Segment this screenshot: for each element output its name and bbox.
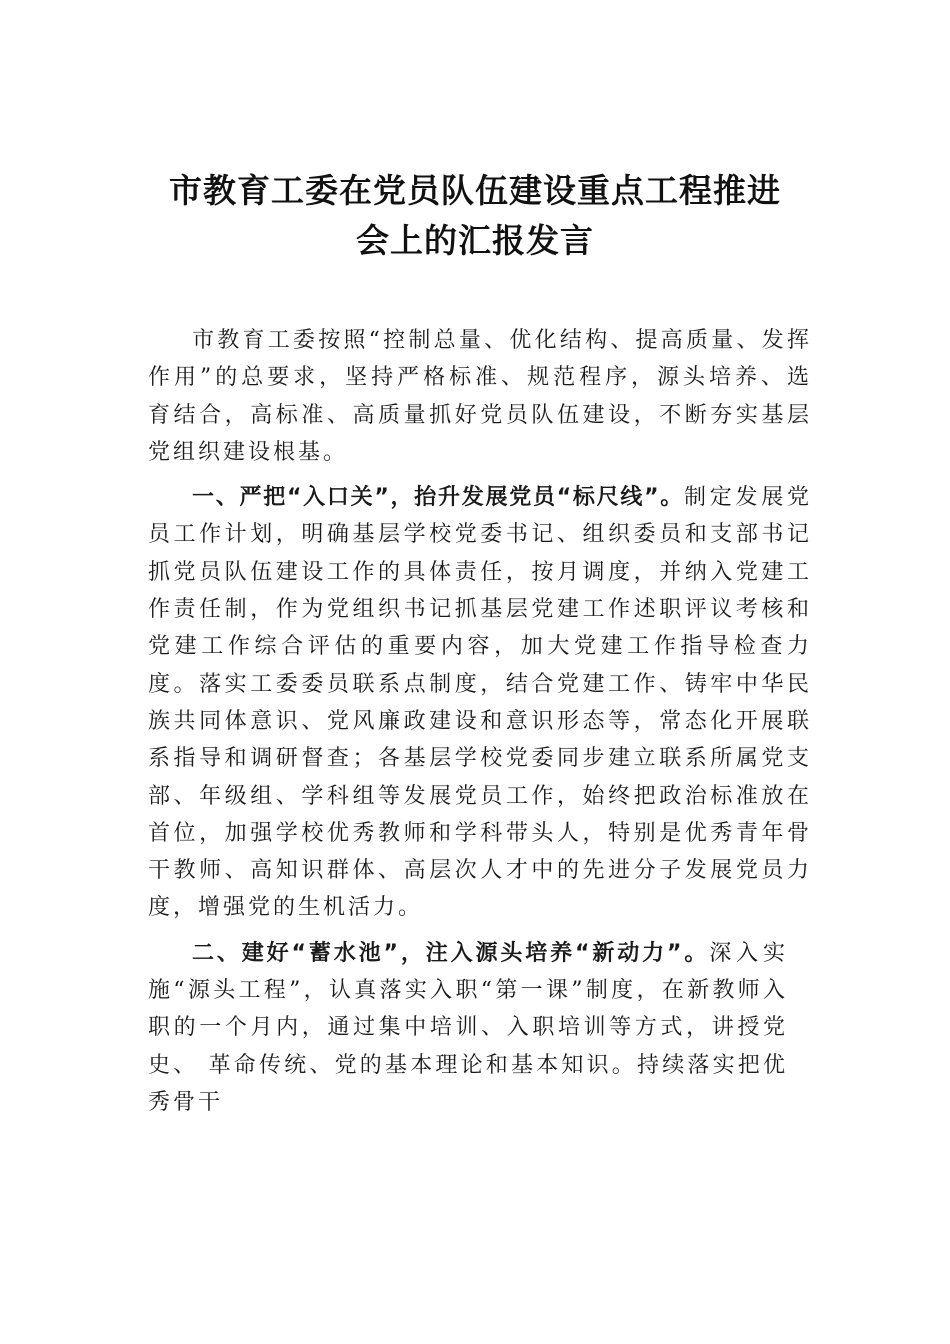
section-2-paragraph <box>148 935 788 1121</box>
section-1-heading: 一、严把“入口关”，抬升发展党员“标尺线”。 <box>192 485 685 511</box>
document-title <box>140 166 810 266</box>
section-2-text: 深入实 施“源头工程”，认真落实入职“第一课”制度，在新教师入 职的一个月内，通过集中培训、入职培训等方式，讲授党史、 革命传统、党的基本理论和基本知识。持续落实把优秀骨干 <box>148 940 788 1115</box>
section-1-text: 制定发展党员工作计划，明确基层学校党委书记、组织委员和支部书记抓党员队伍建设工作的具体责任，按月调度，并纳入党建工作责任制，作为党组织书记抓基层党建工作述职评议考核和党建工作综合评估的重要内容，加大党建工作指导检查力度。落实工委委员联系点制度，结合党建工作、铸牢中华民族共同体意识、党风廉政建设和意识形态等，常态化开展联系指导和调研督查；各基层学校党委同步建立联系所属党支部、年级组、学科组等发展党员工作，始终把政治标准放在首位，加强学校优秀教师和学科带头人，特别是优秀青年骨干教师、高知识群体、高层次人才中的先进分子发展党员力度，增强党的生机活力。 <box>148 485 812 921</box>
title-line-2: 会上的汇报发言 <box>356 221 594 260</box>
document-body <box>148 322 812 1129</box>
intro-paragraph: 市教育工委按照“控制总量、优化结构、提高质量、发挥作用”的总要求，坚持严格标准、规范程序，源头培养、选育结合，高标准、高质量抓好党员队伍建设，不断夯实基层党组织建设根基。 <box>148 328 812 465</box>
title-line-1: 市教育工委在党员队伍建设重点工程推进 <box>169 171 781 210</box>
section-1-paragraph <box>148 479 812 927</box>
section-2-heading: 二、建好“蓄水池”，注入源头培养“新动力”。 <box>192 940 710 966</box>
